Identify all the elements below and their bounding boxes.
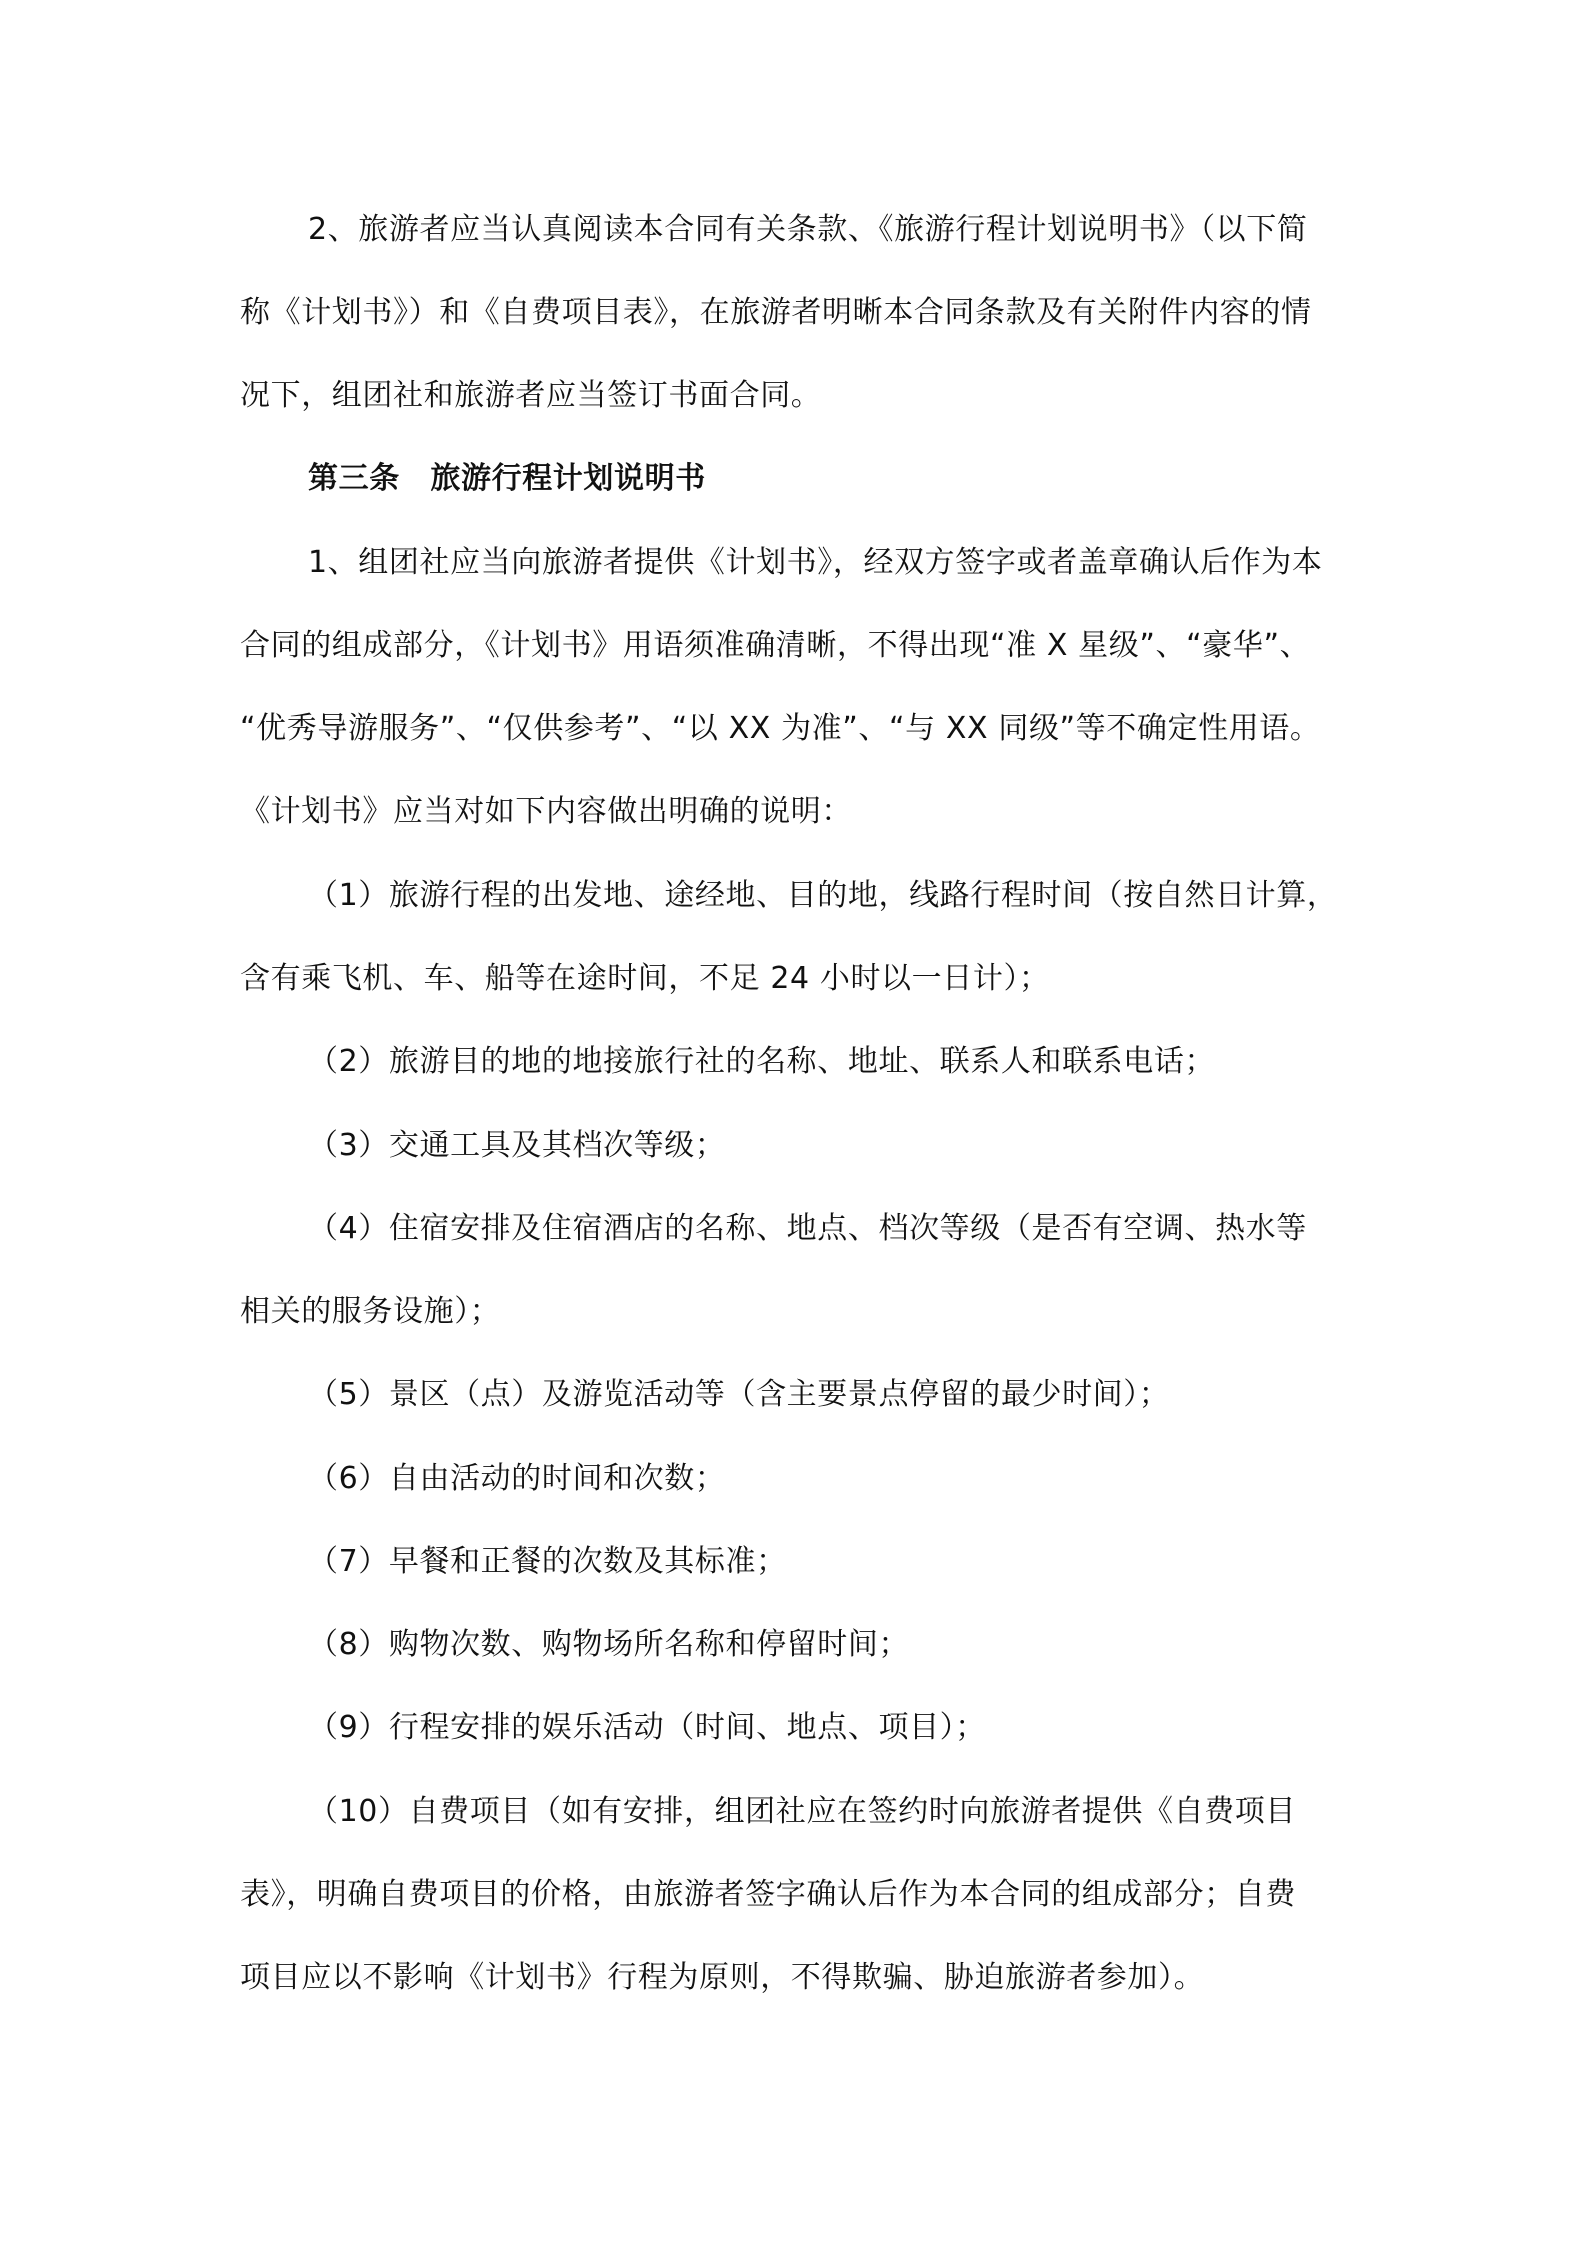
item-5: （5）景区（点）及游览活动等（含主要景点停留的最少时间）； xyxy=(308,1377,1170,1412)
item-4-line-1: （4）住宿安排及住宿酒店的名称、地点、档次等级（是否有空调、热水等 xyxy=(308,1211,1307,1246)
item-8: （8）购物次数、购物场所名称和停留时间； xyxy=(308,1627,910,1662)
paragraph-1-line-2: 合同的组成部分，《计划书》用语须准确清晰，不得出现“准 X 星级”、“豪华”、 xyxy=(240,628,1311,663)
item-3: （3）交通工具及其档次等级； xyxy=(308,1128,726,1163)
item-10-line-3: 项目应以不影响《计划书》行程为原则，不得欺骗、胁迫旅游者参加）。 xyxy=(240,1960,1205,1995)
item-10-line-1: （10）自费项目（如有安排，组团社应在签约时向旅游者提供《自费项目 xyxy=(308,1794,1296,1829)
paragraph-1-line-3: “优秀导游服务”、“仅供参考”、“以 XX 为准”、“与 XX 同级”等不确定性用语。 xyxy=(240,711,1321,746)
item-1-line-2: 含有乘飞机、车、船等在途时间，不足 24 小时以一日计）； xyxy=(240,961,1050,996)
item-4-line-2: 相关的服务设施）； xyxy=(240,1294,501,1329)
item-9: （9）行程安排的娱乐活动（时间、地点、项目）； xyxy=(308,1710,986,1745)
item-10-line-2: 表》，明确自费项目的价格，由旅游者签字确认后作为本合同的组成部分；自费 xyxy=(240,1877,1296,1912)
article-3-heading: 第三条 旅游行程计划说明书 xyxy=(308,461,706,496)
item-1-line-1: （1）旅游行程的出发地、途经地、目的地，线路行程时间（按自然日计算， xyxy=(308,878,1338,913)
paragraph-1-line-4: 《计划书》应当对如下内容做出明确的说明： xyxy=(240,794,852,829)
paragraph-2-line-3: 况下，组团社和旅游者应当签订书面合同。 xyxy=(240,378,822,413)
paragraph-2-line-2: 称《计划书》）和《自费项目表》，在旅游者明晰本合同条款及有关附件内容的情 xyxy=(240,295,1312,330)
paragraph-2-line-1: 2、旅游者应当认真阅读本合同有关条款、《旅游行程计划说明书》（以下简 xyxy=(308,212,1308,247)
item-7: （7）早餐和正餐的次数及其标准； xyxy=(308,1544,787,1579)
item-6: （6）自由活动的时间和次数； xyxy=(308,1461,726,1496)
paragraph-1-line-1: 1、组团社应当向旅游者提供《计划书》，经双方签字或者盖章确认后作为本 xyxy=(308,545,1323,580)
item-2: （2）旅游目的地的地接旅行社的名称、地址、联系人和联系电话； xyxy=(308,1044,1216,1079)
